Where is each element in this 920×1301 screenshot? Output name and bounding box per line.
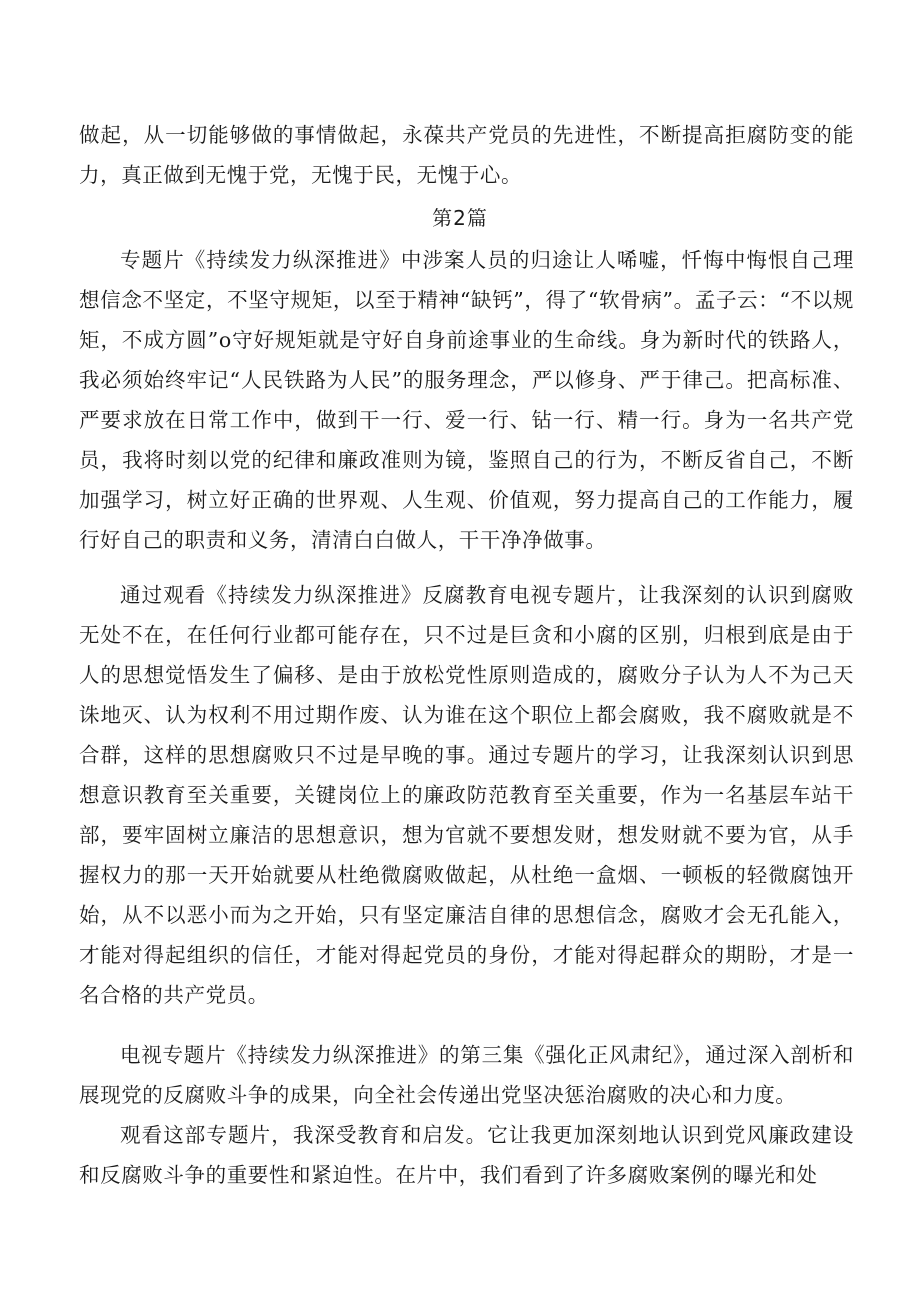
paragraph-text: 专题片《持续发力纵深推进》中涉案人员的归途让人唏嘘，忏悔中悔恨自己理想信念不坚定，不坚守规矩，以至于精神“缺钙”，得了“软骨病”。孟子云：“不以规矩，不成方圆”o守好规矩就是守好自身前途事业的生命线。身为新时代的铁路人，我必须始终牢记“人民铁路为人民”的服务理念，严以修身、严于律己。把高标准、严要求放在日常工作中，做到干一行、爱一行、钻一行、精一行。身为一名共产党员，我将时刻以党的纪律和廉政准则为镜，鉴照自己的行为，不断反省自己，不断加强学习，树立好正确的世界观、人生观、价值观，努力提高自己的工作能力，履行好自己的职责和义务，清清白白做人，干干净净做事。 — [79, 248, 854, 552]
section-title: 第2篇 — [432, 206, 488, 230]
paragraph-text: 观看这部专题片，我深受教育和启发。它让我更加深刻地认识到党风廉政建设和反腐败斗争的重要性和紧迫性。在片中，我们看到了许多腐败案例的曝光和处 — [79, 1123, 854, 1187]
continuation-paragraph — [79, 115, 854, 195]
paragraph-3 — [79, 1035, 854, 1115]
continuation-text: 做起，从一切能够做的事情做起，永葆共产党员的先进性，不断提高拒腐防变的能力，真正做到无愧于党，无愧于民，无愧于心。 — [79, 123, 854, 187]
paragraph-4 — [79, 1115, 854, 1195]
paragraph-text: 电视专题片《持续发力纵深推进》的第三集《强化正风肃纪》，通过深入剖析和展现党的反腐败斗争的成果，向全社会传递出党坚决惩治腐败的决心和力度。 — [79, 1043, 854, 1107]
paragraph-2 — [79, 575, 854, 1015]
paragraph-text: 通过观看《持续发力纵深推进》反腐教育电视专题片，让我深刻的认识到腐败无处不在，在任何行业都可能存在，只不过是巨贪和小腐的区别，归根到底是由于人的思想觉悟发生了偏移、是由于放松党性原则造成的，腐败分子认为人不为己天诛地灭、认为权利不用过期作废、认为谁在这个职位上都会腐败，我不腐败就是不合群，这样的思想腐败只不过是早晚的事。通过专题片的学习，让我深刻认识到思想意识教育至关重要，关键岗位上的廉政防范教育至关重要，作为一名基层车站干部，要牢固树立廉洁的思想意识，想为官就不要想发财，想发财就不要为官，从手握权力的那一天开始就要从杜绝微腐败做起，从杜绝一盒烟、一顿板的轻微腐蚀开始，从不以恶小而为之开始，只有坚定廉洁自律的思想信念，腐败才会无孔能入，才能对得起组织的信任，才能对得起党员的身份，才能对得起群众的期盼，才是一名合格的共产党员。 — [79, 583, 854, 1007]
paragraph-1 — [79, 240, 854, 560]
